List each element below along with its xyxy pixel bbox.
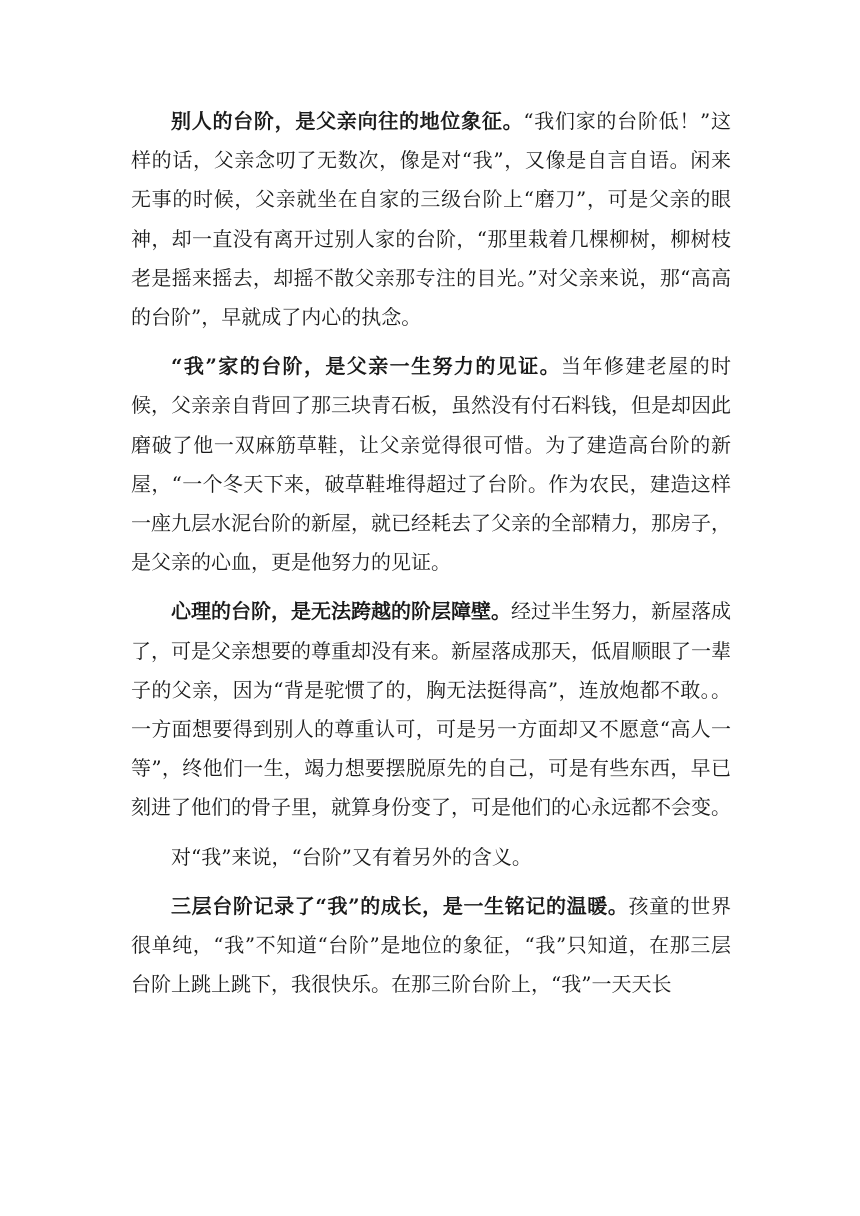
paragraph-5-text: 孩童的世界很单纯，“我”不知道“台阶”是地位的象征，“我”只知道，在那三层台阶上跳上跳下，我很快乐。在那三阶台阶上，“我”一天天长 [131, 893, 732, 997]
paragraph-1-text: “我们家的台阶低！”这样的话，父亲念叨了无数次，像是对“我”，又像是自言自语。闲来无事的时候，父亲就坐在自家的三级台阶上“磨刀”，可是父亲的眼神，却一直没有离开过别人家的台阶，“那里栽着几棵柳树，柳树枝老是摇来摇去，却摇不散父亲那专注的目光。”对父亲来说，那“高高的台阶”，早就成了内心的执念。 [131, 109, 732, 330]
paragraph-3 [131, 592, 731, 827]
paragraph-2-text: 当年修建老屋的时候，父亲亲自背回了那三块青石板，虽然没有付石料钱，但是却因此磨破了他一双麻筋草鞋，让父亲觉得很可惜。为了建造高台阶的新屋，“一个冬天下来，破草鞋堆得超过了台阶。作为农民，建造这样一座九层水泥台阶的新屋，就已经耗去了父亲的全部精力，那房子，是父亲的心血，更是他努力的见证。 [131, 354, 732, 575]
paragraph-1-lead: 别人的台阶，是父亲向往的地位象征。 [171, 109, 524, 133]
paragraph-2 [131, 347, 731, 582]
paragraph-1 [131, 102, 731, 337]
paragraph-3-text: 经过半生努力，新屋落成了，可是父亲想要的尊重却没有来。新屋落成那天，低眉顺眼了一辈子的父亲，因为“背是驼惯了的，胸无法挺得高”，连放炮都不敢。。一方面想要得到别人的尊重认可，可是另一方面却又不愿意“高人一等”，终他们一生，竭力想要摆脱原先的自己，可是有些东西，早已刻进了他们的骨子里，就算身份变了，可是他们的心永远都不会变。 [131, 599, 731, 820]
paragraph-3-lead: 心理的台阶，是无法跨越的阶层障壁。 [171, 599, 511, 624]
document-page [131, 102, 731, 1014]
paragraph-4-text: 对“我”来说，“台阶”又有着另外的含义。 [171, 844, 532, 869]
paragraph-2-lead: “我”家的台阶，是父亲一生努力的见证。 [171, 354, 562, 379]
paragraph-4 [131, 838, 731, 877]
paragraph-5-lead: 三层台阶记录了“我”的成长，是一生铭记的温暖。 [171, 893, 629, 918]
paragraph-5 [131, 887, 731, 1005]
